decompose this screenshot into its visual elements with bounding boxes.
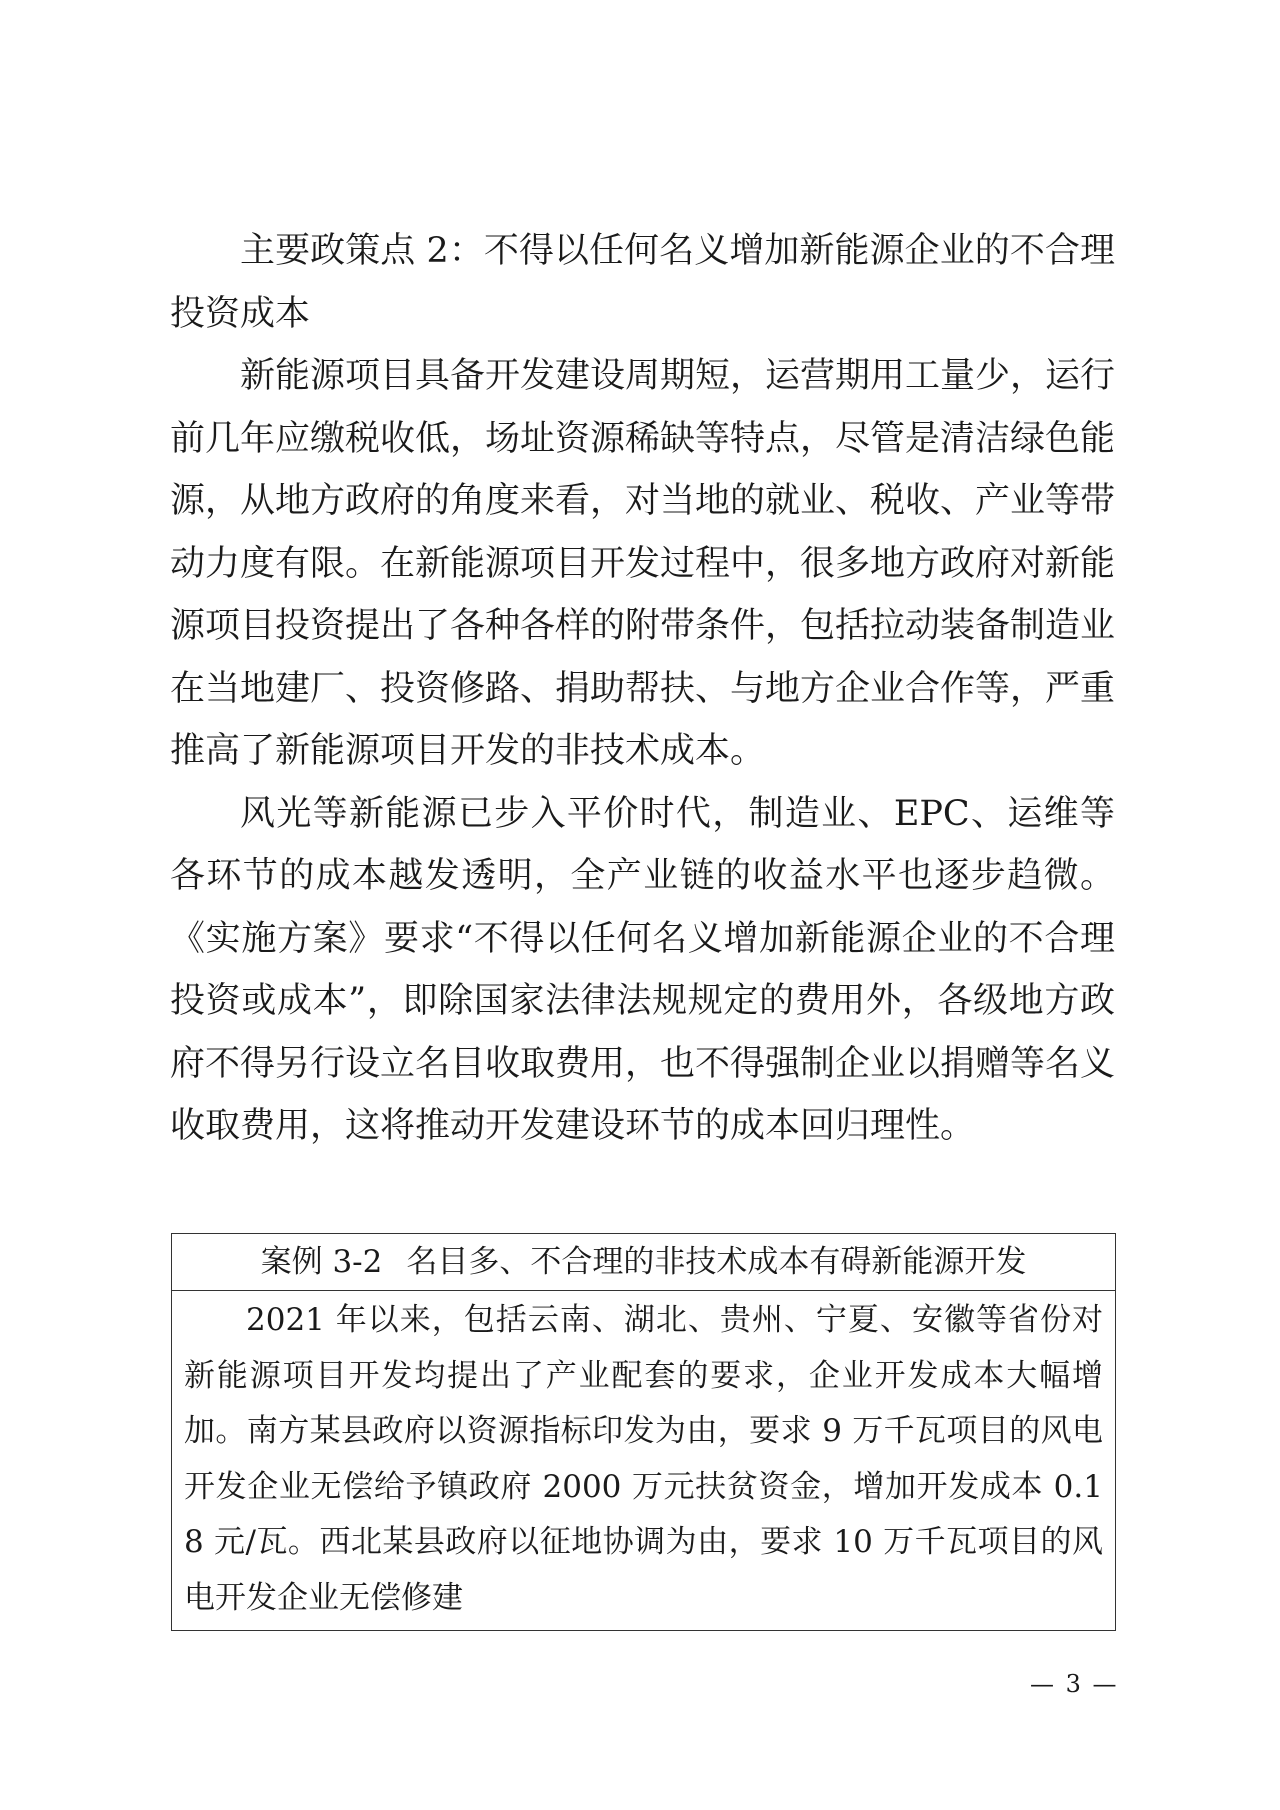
document-body [170,220,1115,1158]
case-body: 2021 年以来，包括云南、湖北、贵州、宁夏、安徽等省份对新能源项目开发均提出了产业配套的要求，企业开发成本大幅增加。南方某县政府以资源指标印发为由，要求 9 万千瓦项目的风电开发企业无偿给予镇政府 2000 万元扶贫资金，增加开发成本 0.18 元/瓦。西北某县政府以征地协调为由，要求 10 万千瓦项目的风电开发企业无偿修建 [184,1302,1103,1616]
body-paragraph-1: 新能源项目具备开发建设周期短，运营期用工量少，运行前几年应缴税收低，场址资源稀缺等特点，尽管是清洁绿色能源，从地方政府的角度来看，对当地的就业、税收、产业等带动力度有限。在新能源项目开发过程中，很多地方政府对新能源项目投资提出了各种各样的附带条件，包括拉动装备制造业在当地建厂、投资修路、捐助帮扶、与地方企业合作等，严重推高了新能源项目开发的非技术成本。 [170,356,1116,771]
section-heading: 主要政策点 2：不得以任何名义增加新能源企业的不合理投资成本 [170,231,1115,334]
case-title: 名目多、不合理的非技术成本有碍新能源开发 [406,1244,1027,1280]
body-paragraph-2: 风光等新能源已步入平价时代，制造业、EPC、运维等各环节的成本越发透明，全产业链的收益水平也逐步趋微。《实施方案》要求“不得以任何名义增加新能源企业的不合理投资或成本”，即除国家法律法规规定的费用外，各级地方政府不得另行设立名目收取费用，也不得强制企业以捐赠等名义收取费用，这将推动开发建设环节的成本回归理性。 [170,793,1116,1146]
case-box-header [172,1234,1115,1291]
case-label: 案例 3-2 [260,1244,383,1280]
page-number: — 3 — [1030,1670,1119,1698]
case-box [171,1233,1116,1631]
